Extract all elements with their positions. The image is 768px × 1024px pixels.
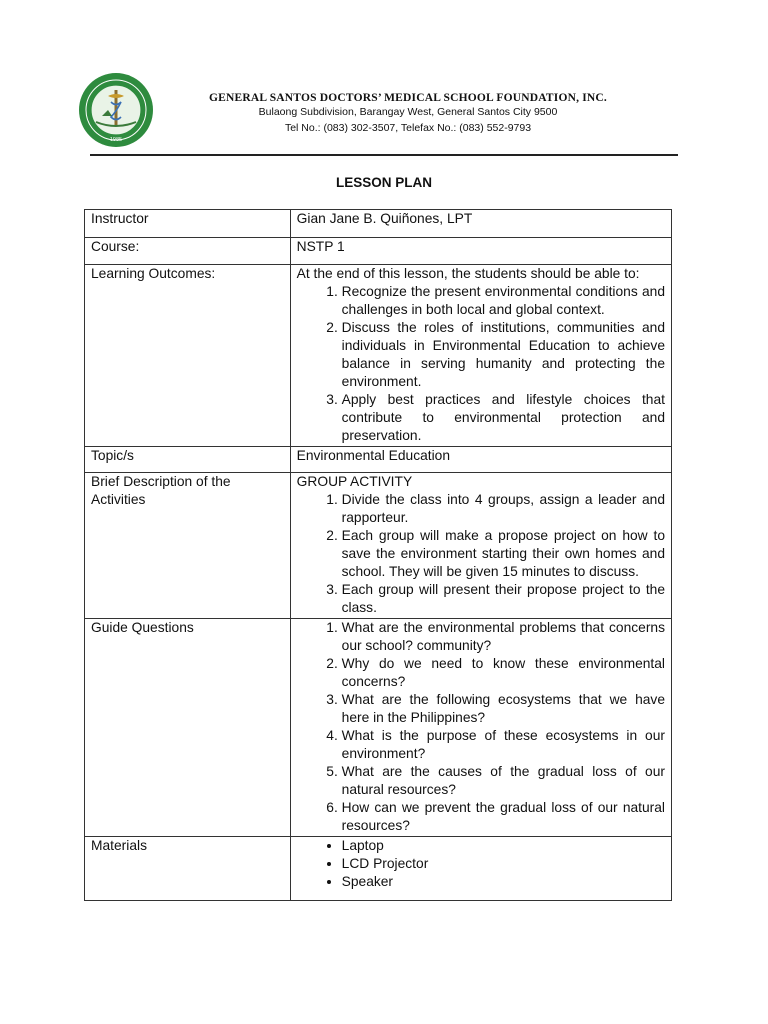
- list-item: 1. What are the environmental problems that concerns our school? community?: [342, 619, 665, 655]
- topic-label: Topic/s: [85, 447, 291, 473]
- materials-value: [290, 837, 671, 901]
- list-item: 3. What are the following ecosystems that we have here in the Philippines?: [342, 691, 665, 727]
- lesson-plan-table: [84, 209, 672, 901]
- list-item: • Laptop: [342, 837, 665, 855]
- header-divider: [90, 154, 678, 156]
- outcomes-label: Learning Outcomes:: [85, 265, 291, 447]
- table-row-instructor: [85, 210, 672, 238]
- list-item: • LCD Projector: [342, 855, 665, 873]
- activities-list: [297, 491, 665, 617]
- materials-list: [297, 837, 665, 891]
- table-row-questions: [85, 619, 672, 837]
- table-row-materials: [85, 837, 672, 901]
- activities-value: [290, 473, 671, 619]
- org-contact: Tel No.: (083) 302-3507, Telefax No.: (083) 552-9793: [284, 122, 532, 134]
- activities-label: Brief Description of the Activities: [85, 473, 291, 619]
- outcomes-list: [297, 283, 665, 445]
- list-item: 4. What is the purpose of these ecosystems in our environment?: [342, 727, 665, 763]
- list-item: 3. Apply best practices and lifestyle choices that contribute to environmental protection and preservation.: [342, 391, 665, 445]
- list-item: 2. Each group will make a propose project on how to save the environment starting their own homes and school. They will be given 15 minutes to discuss.: [342, 527, 665, 581]
- school-seal-icon: [78, 72, 154, 148]
- materials-label: Materials: [85, 837, 291, 901]
- org-address: Bulaong Subdivision, Barangay West, General Santos City 9500: [258, 106, 558, 118]
- org-info: [160, 92, 656, 136]
- table-row-course: [85, 238, 672, 265]
- list-item: 2. Discuss the roles of institutions, communities and individuals in Environmental Education to achieve balance in serving humanity and protecting the environment.: [342, 319, 665, 391]
- list-item: 1. Divide the class into 4 groups, assign a leader and rapporteur.: [342, 491, 665, 527]
- table-row-activities: [85, 473, 672, 619]
- list-item: 6. How can we prevent the gradual loss of our natural resources?: [342, 799, 665, 835]
- questions-value: [290, 619, 671, 837]
- questions-list: [297, 619, 665, 835]
- course-value: NSTP 1: [290, 238, 671, 265]
- list-item: 3. Each group will present their propose project to the class.: [342, 581, 665, 617]
- table-row-outcomes: [85, 265, 672, 447]
- list-item: 2. Why do we need to know these environmental concerns?: [342, 655, 665, 691]
- course-label: Course:: [85, 238, 291, 265]
- instructor-value: Gian Jane B. Quiñones, LPT: [290, 210, 671, 238]
- outcomes-value: [290, 265, 671, 447]
- outcomes-intro: At the end of this lesson, the students should be able to:: [296, 266, 640, 281]
- table-row-topic: [85, 447, 672, 473]
- activities-intro: GROUP ACTIVITY: [296, 474, 413, 489]
- list-item: • Speaker: [342, 873, 665, 891]
- questions-label: Guide Questions: [85, 619, 291, 837]
- page-title: LESSON PLAN: [335, 175, 432, 190]
- topic-value: Environmental Education: [290, 447, 671, 473]
- instructor-label: Instructor: [85, 210, 291, 238]
- org-name: GENERAL SANTOS DOCTORS’ MEDICAL SCHOOL FOUNDATION, INC.: [208, 92, 608, 104]
- seal-year: 1985: [109, 137, 123, 143]
- list-item: 1. Recognize the present environmental conditions and challenges in both local and global context.: [342, 283, 665, 319]
- list-item: 5. What are the causes of the gradual loss of our natural resources?: [342, 763, 665, 799]
- letterhead: [0, 0, 768, 160]
